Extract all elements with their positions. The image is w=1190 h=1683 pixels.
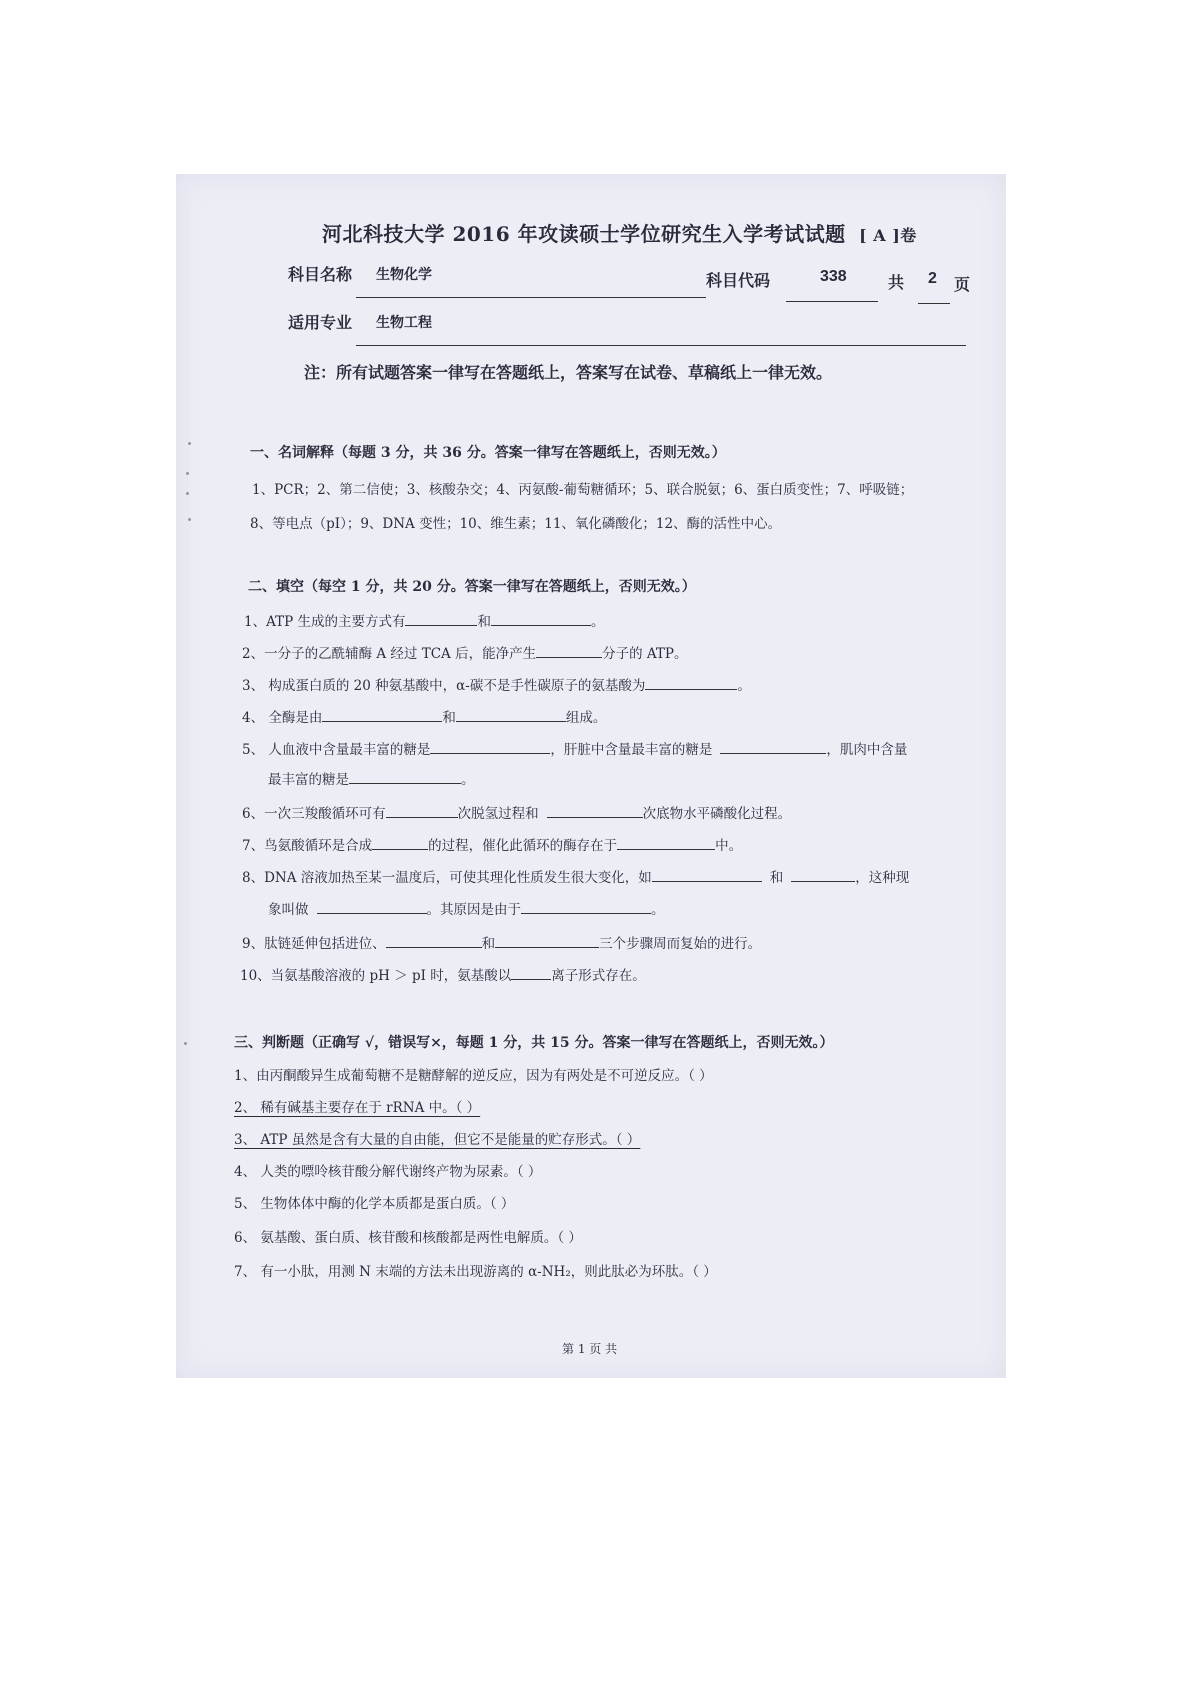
fill-q5-line2: 最丰富的糖是 。 (268, 768, 475, 788)
page-unit: 页 (954, 275, 971, 294)
fill-q1: 1、ATP 生成的主要方式有 和 。 (244, 610, 604, 630)
page-footer: 第 1 页 共 (562, 1342, 618, 1356)
total-label: 共 (888, 273, 905, 292)
subject-code-underline (786, 300, 878, 302)
fill-q9: 9、肽链延伸包括进位、 和 三个步骤周而复始的进行。 (242, 932, 761, 952)
fill-q2: 2、一分子的乙酰辅酶 A 经过 TCA 后，能净产生 分子的 ATP。 (242, 642, 687, 662)
fill-q7: 7、鸟氨酸循环是合成 的过程，催化此循环的酶存在于 中。 (242, 834, 742, 854)
scan-speck (184, 1042, 187, 1045)
judge-q7: 7、 有一小肽，用测 N 末端的方法未出现游离的 α-NH₂，则此肽必为环肽。（ ） (234, 1264, 717, 1280)
section1-line2: 8、等电点（pI）；9、DNA 变性；10、维生素；11、氧化磷酸化；12、酶的活性中心。 (250, 516, 782, 532)
major-value: 生物工程 (376, 315, 432, 331)
scan-speck (186, 472, 189, 475)
fill-q4: 4、 全酶是由 和 组成。 (242, 706, 606, 726)
section1-heading: 一、名词解释（每题 3 分，共 36 分。答案一律写在答题纸上，否则无效。） (250, 445, 726, 461)
total-pages: 2 (928, 270, 937, 287)
volume-label: [ A ]卷 (859, 226, 917, 245)
fill-q8-line1: 8、DNA 溶液加热至某一温度后，可使其理化性质发生很大变化，如 和 ，这种现 (242, 866, 909, 886)
subject-code-label: 科目代码 (706, 271, 771, 290)
subject-name-underline (356, 296, 706, 298)
judge-q5: 5、 生物体体中酶的化学本质都是蛋白质。（ ） (234, 1196, 515, 1212)
fill-q5-line1: 5、 人血液中含量最丰富的糖是 ，肝脏中含量最丰富的糖是 ，肌肉中含量 (242, 738, 907, 758)
fill-q8-line2: 象叫做 。其原因是由于 。 (268, 898, 665, 918)
subject-name-label: 科目名称 (288, 265, 353, 284)
judge-q1: 1、由丙酮酸异生成葡萄糖不是糖酵解的逆反应，因为有两处是不可逆反应。（ ） (234, 1068, 713, 1084)
exam-note: 注：所有试题答案一律写在答题纸上，答案写在试卷、草稿纸上一律无效。 (304, 363, 833, 382)
fill-q6: 6、一次三羧酸循环可有 次脱氢过程和 次底物水平磷酸化过程。 (242, 802, 791, 822)
exam-title: 河北科技大学 2016 年攻读硕士学位研究生入学考试试题 [ A ]卷 (322, 222, 917, 246)
section3-heading: 三、判断题（正确写 √，错误写×，每题 1 分，共 15 分。答案一律写在答题纸上，否则无效。） (234, 1035, 834, 1051)
section1-line1: 1、PCR；2、第二信使；3、核酸杂交；4、丙氨酸-葡萄糖循环；5、联合脱氨；6、蛋白质变性；7、呼吸链； (252, 482, 914, 498)
fill-q3: 3、 构成蛋白质的 20 种氨基酸中，α-碳不是手性碳原子的氨基酸为 。 (242, 674, 751, 694)
section2-heading: 二、填空（每空 1 分，共 20 分。答案一律写在答题纸上，否则无效。） (248, 579, 696, 595)
judge-q3: 3、 ATP 虽然是含有大量的自由能，但它不是能量的贮存形式。（ ） (234, 1132, 641, 1148)
scan-speck (188, 442, 191, 445)
major-label: 适用专业 (288, 313, 353, 332)
fill-q10: 10、当氨基酸溶液的 pH ＞ pI 时，氨基酸以 离子形式存在。 (240, 964, 646, 984)
judge-q4: 4、 人类的嘌呤核苷酸分解代谢终产物为尿素。（ ） (234, 1164, 542, 1180)
scan-speck (186, 492, 189, 495)
subject-name-value: 生物化学 (376, 267, 432, 283)
major-underline (356, 344, 966, 346)
total-pages-underline (918, 302, 950, 304)
scanned-page (176, 174, 1006, 1378)
scan-speck (188, 518, 191, 521)
judge-q2: 2、 稀有碱基主要存在于 rRNA 中。（ ） (234, 1100, 481, 1116)
judge-q6: 6、 氨基酸、蛋白质、核苷酸和核酸都是两性电解质。（ ） (234, 1230, 582, 1246)
subject-code-value: 338 (820, 268, 847, 285)
